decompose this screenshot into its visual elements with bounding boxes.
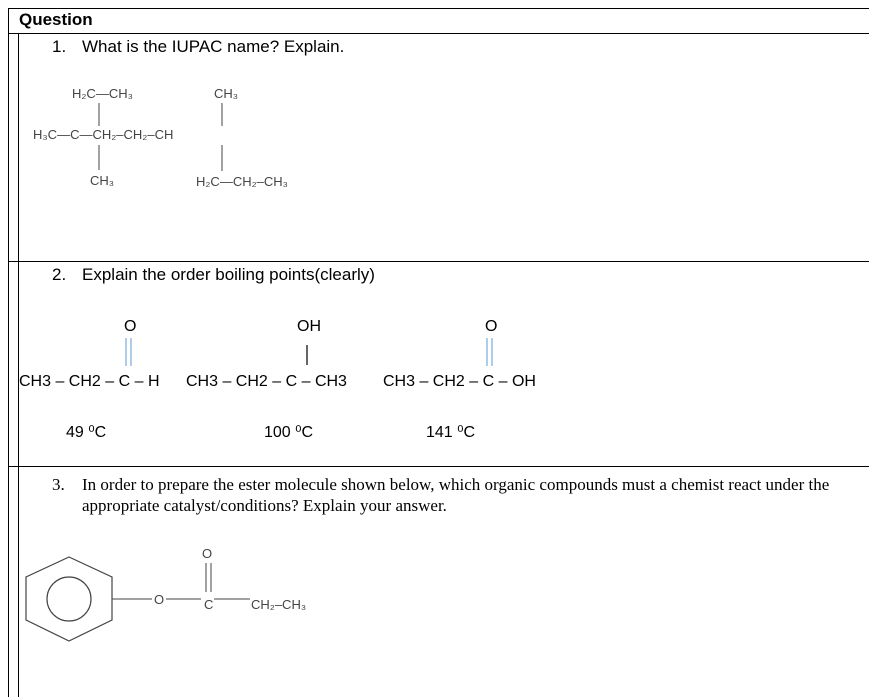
boiling-point-butanol: 100 ⁰C — [264, 424, 314, 441]
substituent-methyl-bottom: CH₃ — [90, 173, 115, 188]
carbonyl-oxygen: O — [202, 546, 213, 561]
compound-propanoic-acid: CH3 – CH2 – C – OH — [383, 373, 536, 390]
substituent-ethyl-top: H₂C—CH₃ — [72, 86, 133, 101]
question-text: Explain the order boiling points(clearly) — [82, 265, 375, 284]
oxygen-label: O — [124, 318, 137, 335]
boiling-point-propanoic-acid: 141 ⁰C — [426, 424, 476, 441]
substituent-propyl-bottom: H₂C—CH₂–CH₃ — [196, 174, 288, 189]
ester-oxygen: O — [154, 592, 165, 607]
question-text: What is the IUPAC name? Explain. — [82, 37, 345, 56]
question-number: 2. — [52, 265, 67, 284]
question-text: In order to prepare the ester molecule shown below, which organic compounds must a chemist react under the appropriate catalyst/conditions? Explain your answer. — [82, 475, 830, 515]
benzene-ring — [26, 557, 112, 641]
benzene-ring — [47, 577, 91, 621]
ethyl-group: CH₂–CH₃ — [251, 597, 307, 612]
question-number: 3. — [52, 475, 65, 494]
compound-propanal: CH3 – CH2 – C – H — [19, 373, 160, 390]
substituent-methyl-top: CH₃ — [214, 86, 239, 101]
main-chain: H₃C—C—CH₂–CH₂–CH — [33, 127, 174, 142]
table-header: Question — [19, 10, 93, 29]
carbonyl-carbon: C — [204, 597, 214, 612]
boiling-point-propanal: 49 ⁰C — [66, 424, 107, 441]
compound-butanol: CH3 – CH2 – C – CH3 — [186, 373, 347, 390]
question-number: 1. — [52, 37, 67, 56]
oxygen-label: O — [485, 318, 498, 335]
hydroxyl-label: OH — [297, 318, 321, 335]
